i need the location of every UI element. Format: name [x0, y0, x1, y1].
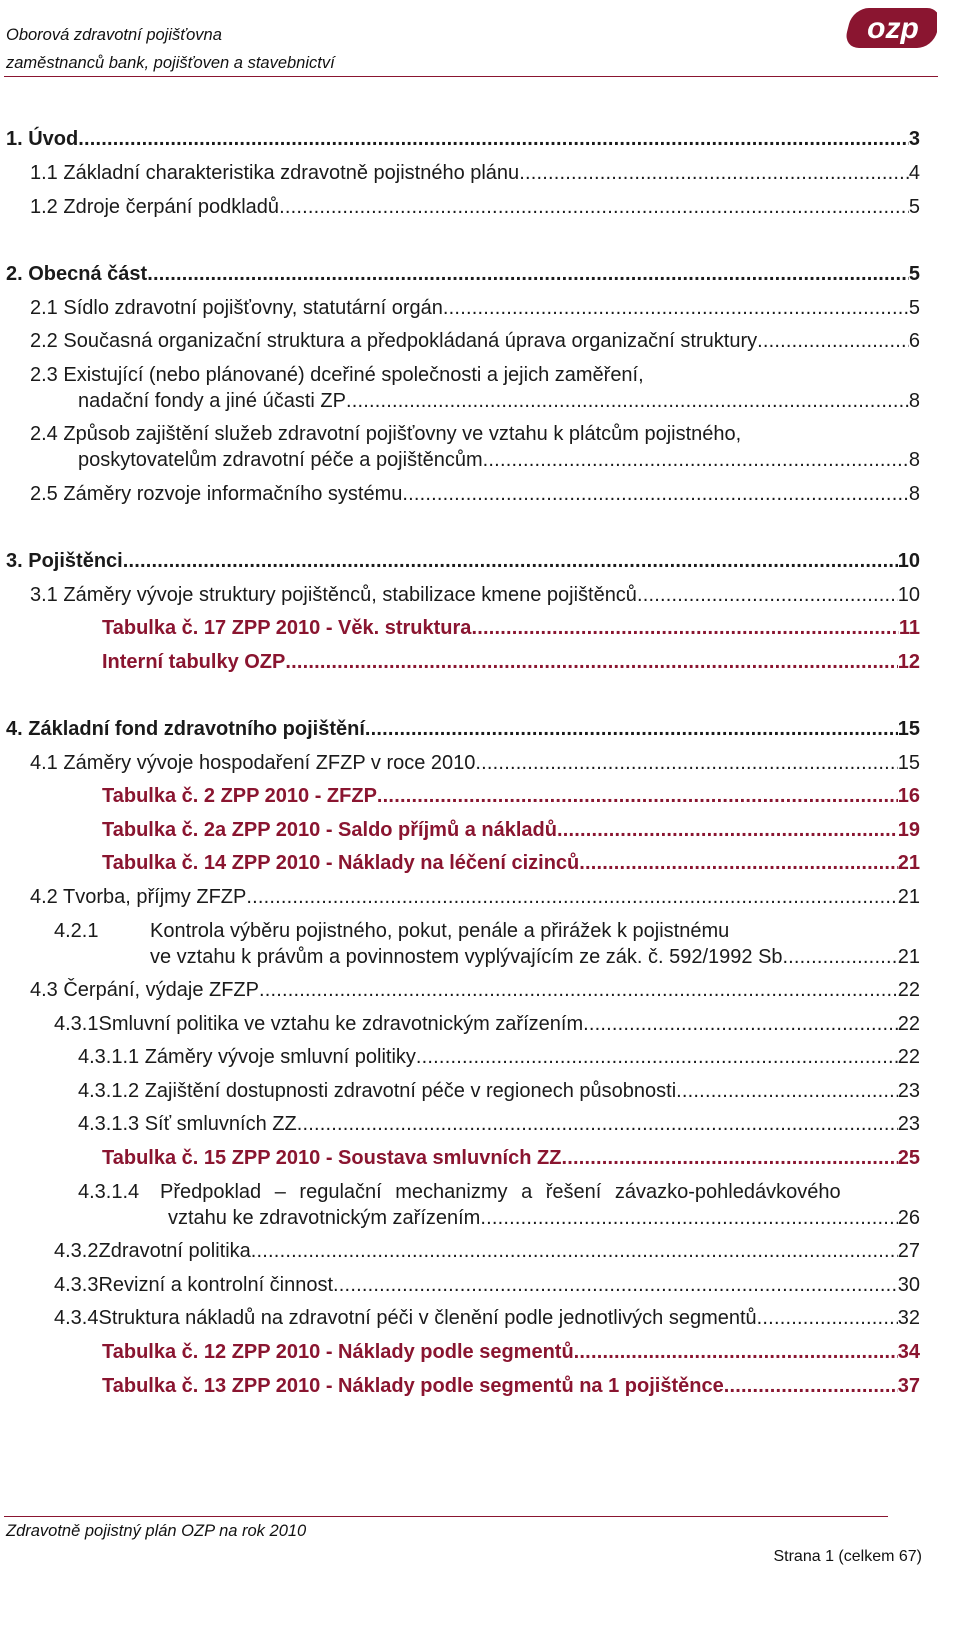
toc-entry-line-1[interactable]: 4.2.1 Kontrola výběru pojistného, pokut, penále a přirážek k pojistnému: [54, 920, 730, 942]
organization-name-line-2: zaměstnanců bank, pojišťoven a stavebnictví: [6, 54, 335, 72]
toc-entry-table[interactable]: Tabulka č. 2a ZPP 2010 - Saldo příjmů a nákladů ..... 19: [102, 817, 920, 843]
toc-entry[interactable]: 3.1 Záměry vývoje struktury pojištěnců, stabilizace kmene pojištěnců ..... 10: [30, 582, 920, 608]
footer-divider: [4, 1516, 888, 1517]
toc-entry-line-1[interactable]: 2.3 Existující (nebo plánované) dceřiné společnosti a jejich zaměření,: [30, 364, 644, 386]
toc-entry[interactable]: poskytovatelům zdravotní péče a pojištěncům ..... 8: [78, 447, 920, 473]
toc-entry[interactable]: vztahu ke zdravotnickým zařízením ..... 26: [168, 1205, 920, 1231]
toc-entry[interactable]: 4.3.1 Smluvní politika ve vztahu ke zdravotnickým zařízením ..... 22: [54, 1011, 920, 1037]
toc-entry[interactable]: 2.2 Současná organizační struktura a předpokládaná úprava organizační struktury ..... 6: [30, 328, 920, 354]
toc-entry[interactable]: 4.3.3 Revizní a kontrolní činnost ..... 30: [54, 1272, 920, 1298]
header-divider: [4, 76, 938, 77]
toc-entry-table[interactable]: Tabulka č. 12 ZPP 2010 - Náklady podle segmentů ..... 34: [102, 1339, 920, 1365]
footer-document-title: Zdravotně pojistný plán OZP na rok 2010: [6, 1522, 307, 1540]
toc-entry[interactable]: 4.3.1.3 Síť smluvních ZZ ..... 23: [78, 1111, 920, 1137]
toc-entry[interactable]: 4.2 Tvorba, příjmy ZFZP ..... 21: [30, 884, 920, 910]
page-number: Strana 1 (celkem 67): [773, 1548, 922, 1565]
toc-entry-line-1[interactable]: 2.4 Způsob zajištění služeb zdravotní pojišťovny ve vztahu k plátcům pojistného,: [30, 423, 742, 445]
toc-entry-line-1[interactable]: 4.3.1.4 Předpoklad – regulační mechanizmy a řešení závazko-pohledávkového: [78, 1181, 841, 1203]
toc-entry[interactable]: ve vztahu k právům a povinnostem vyplývajícím ze zák. č. 592/1992 Sb. ..... 21: [150, 944, 920, 970]
organization-name-line-1: Oborová zdravotní pojišťovna: [6, 26, 222, 44]
toc-entry[interactable]: 2.5 Záměry rozvoje informačního systému ..... 8: [30, 481, 920, 507]
toc-entry[interactable]: 4.1 Záměry vývoje hospodaření ZFZP v roce 2010 ..... 15: [30, 750, 920, 776]
toc-entry[interactable]: 3. Pojištěnci ..... 10: [6, 548, 920, 574]
ozp-logo: [845, 0, 937, 56]
toc-entry-table[interactable]: Tabulka č. 2 ZPP 2010 - ZFZP ..... 16: [102, 783, 920, 809]
page-header: [0, 0, 960, 80]
toc-entry[interactable]: 4.3.1.1 Záměry vývoje smluvní politiky ..... 22: [78, 1044, 920, 1070]
toc-entry-table[interactable]: Tabulka č. 15 ZPP 2010 - Soustava smluvních ZZ ..... 25: [102, 1145, 920, 1171]
toc-entry[interactable]: 4.3.2 Zdravotní politika ..... 27: [54, 1238, 920, 1264]
toc-entry[interactable]: 4.3 Čerpání, výdaje ZFZP ..... 22: [30, 977, 920, 1003]
toc-entry[interactable]: 4.3.1.2 Zajištění dostupnosti zdravotní péče v regionech působnosti ..... 23: [78, 1078, 920, 1104]
toc-entry[interactable]: nadační fondy a jiné účasti ZP ..... 8: [78, 388, 920, 414]
toc-entry[interactable]: 1.1 Základní charakteristika zdravotně pojistného plánu ..... 4: [30, 160, 920, 186]
page-footer: [0, 1512, 960, 1628]
toc-entry-table[interactable]: Tabulka č. 17 ZPP 2010 - Věk. struktura ..... 11: [102, 615, 920, 641]
toc-entry[interactable]: 4.3.4 Struktura nákladů na zdravotní péči v členění podle jednotlivých segmentů ..... 32: [54, 1305, 920, 1331]
toc-entry-table[interactable]: Interní tabulky OZP ..... 12: [102, 649, 920, 675]
toc-entry[interactable]: 1. Úvod ..... 3: [6, 126, 920, 152]
toc-entry[interactable]: 1.2 Zdroje čerpání podkladů ..... 5: [30, 194, 920, 220]
toc-entry-table[interactable]: Tabulka č. 14 ZPP 2010 - Náklady na léčení cizinců ..... 21: [102, 850, 920, 876]
toc-entry-table[interactable]: Tabulka č. 13 ZPP 2010 - Náklady podle segmentů na 1 pojištěnce ..... 37: [102, 1373, 920, 1399]
logo-text: ozp: [867, 12, 919, 45]
toc-entry[interactable]: 4. Základní fond zdravotního pojištění ..... 15: [6, 716, 920, 742]
toc-entry[interactable]: 2. Obecná část ..... 5: [6, 261, 920, 287]
toc-entry[interactable]: 2.1 Sídlo zdravotní pojišťovny, statutární orgán ..... 5: [30, 295, 920, 321]
